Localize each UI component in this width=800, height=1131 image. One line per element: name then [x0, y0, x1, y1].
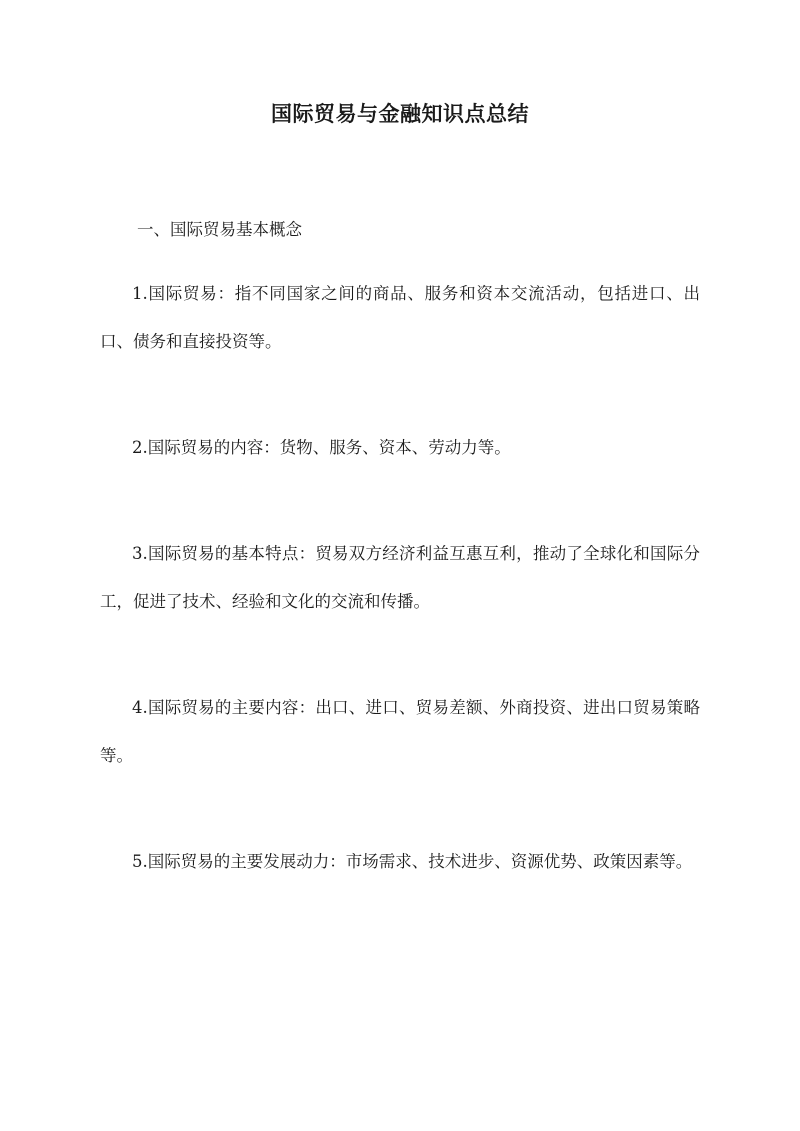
document-title: 国际贸易与金融知识点总结: [271, 101, 529, 126]
paragraph-4: 4.国际贸易的主要内容：出口、进口、贸易差额、外商投资、进出口贸易策略等。: [100, 698, 700, 765]
paragraph-1: 1.国际贸易：指不同国家之间的商品、服务和资本交流活动，包括进口、出口、债务和直接投资等。: [100, 284, 700, 351]
section-heading: 一、国际贸易基本概念: [137, 220, 302, 239]
paragraph-2: 2.国际贸易的内容：货物、服务、资本、劳动力等。: [132, 438, 511, 457]
paragraph-3: 3.国际贸易的基本特点：贸易双方经济利益互惠互利，推动了全球化和国际分工，促进了技术、经验和文化的交流和传播。: [100, 544, 700, 611]
paragraph-5: 5.国际贸易的主要发展动力：市场需求、技术进步、资源优势、政策因素等。: [132, 852, 693, 871]
